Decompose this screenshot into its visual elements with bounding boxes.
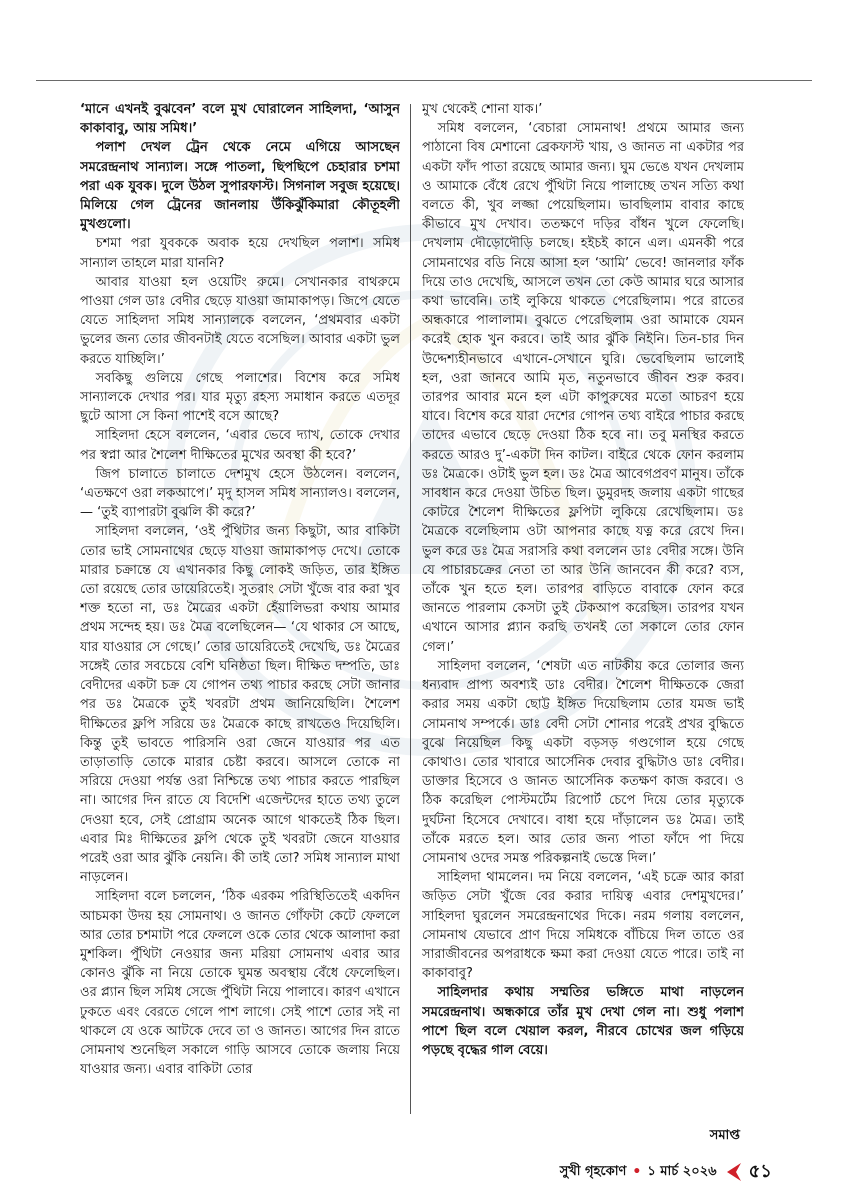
paragraph: সাহিলদার কথায় সম্মতির ভঙ্গিতে মাথা নাড়লেন সমরেন্দ্রনাথ। অন্ধকারে তাঁর মুখ দেখা গেল না। শুধু পলাশ পাশে ছিল বলে খেয়াল করল, নীরবে চোখের জল গড়িয়ে পড়ছে বৃদ্ধের গাল বেয়ে। [422, 985, 744, 1058]
paragraph: মুখ থেকেই শোনা যাক।’ [422, 102, 543, 117]
paragraph: সাহিলদা বলে চললেন, ‘ঠিক এরকম পরিস্থিতিতেই একদিন আচমকা উদয় হয় সোমনাথ। ও জানত গোঁফটা কেটে ফেললে আর তোর চশমাটা পরে ফেললে ওকে তোর থেকে আলাদা করা মুশকিল। পুঁথিটা নেওয়ার জন্য মরিয়া সোমনাথ এবার আর কোনও ঝুঁকি না নিয়ে তোকে ঘুমন্ত অবস্থায় বেঁধে ফেলেছিল। ওর প্ল্যান ছিল সমিধ সেজে পুঁথিটা নিয়ে পালাবে। কারণ এখানে ঢুকতে এবং বেরতে গেলে পাশ লাগে। সেই পাশে তোর সই না থাকলে যে ওকে আটকে দেবে তা ও জানত। আগের দিন রাতে সোমনাথ শুনেছিল সকালে গাড়ি আসবে তোকে জলায় নিয়ে যাওয়ার জন্য। এবার বাকিটা তোর [80, 889, 400, 1078]
paragraph: সমিধ বললেন, ‘বেচারা সোমনাথ! প্রথমে আমার জন্য পাঠানো বিষ মেশানো ব্রেকফাস্ট খায়, ও জানত না একটার পর একটা ফাঁদ পাতা রয়েছে আমার জন্য। ঘুম ভেঙে যখন দেখলাম ও আমাকে বেঁধে রেখে পুঁথিটা নিয়ে পালাচ্ছে তখন সত্যি কথা বলতে কী, খুব লজ্জা পেয়েছিলাম। ভাবছিলাম বাবার কাছে কীভাবে মুখ দেখাব। ততক্ষণে দড়ির বাঁধন খুলে ফেলেছি। দেখলাম দৌড়োদৌড়ি চলছে। হইচই কানে এল। এমনকী পরে সোমনাথের বডি নিয়ে আসা হল ‘আমি’ ভেবে! জানলার ফাঁক দিয়ে তাও দেখেছি, আসলে তখন তো কেউ আমার ঘরে আসার কথা ভাবেনি। তাই লুকিয়ে থাকতে পেরেছিলাম। পরে রাতের অন্ধকারে পালালাম। বুঝতে পেরেছিলাম ওরা আমাকে যেমন করেই হোক খুন করবে। তাই আর ঝুঁকি নিইনি। তিন-চার দিন উদ্দেশ্যহীনভাবে এখানে-সেখানে ঘুরি। ভেবেছিলাম ভালোই হল, ওরা জানবে আমি মৃত, নতুনভাবে জীবন শুরু করব। তারপর আবার মনে হল এটা কাপুরুষের মতো আচরণ হয়ে যাবে। বিশেষ করে যারা দেশের গোপন তথ্য বাইরে পাচার করছে তাদের এভাবে ছেড়ে দেওয়া ঠিক হবে না। তবু মনস্থির করতে করতে আরও দু’-একটা দিন কাটল। বাইরে থেকে ফোন করলাম ডঃ মৈত্রকে। ওটাই ভুল হল। ডঃ মৈত্র আবেগপ্রবণ মানুষ। তাঁকে সাবধান করে দেওয়া উচিত ছিল। ডুমুরদহ জলায় একটা গাছের কোটরে শৈলেশ দীক্ষিতের ফ্লপিটা লুকিয়ে রেখেছিলাম। ডঃ মৈত্রকে বলেছিলাম ওটা আপনার কাছে যত্ন করে রেখে দিন। ভুল করে ডঃ মৈত্র সরাসরি কথা বললেন ডাঃ বেদীর সঙ্গে। উনি যে পাচারচক্রের নেতা তা আর উনি জানবেন কী করে? ব্যস, তাঁকে খুন হতে হল। তারপর বাড়িতে বাবাকে ফোন করে জানতে পারলাম কেসটা তুই টেকআপ করেছিস। তারপর যখন এখানে আসার প্ল্যান করছি তখনই তো সকালে তোর ফোন গেল।’ [422, 121, 744, 655]
column-divider [410, 104, 411, 1114]
paragraph: সাহিলদা বললেন, ‘শেষটা এত নাটকীয় করে তোলার জন্য ধন্যবাদ প্রাপ্য অবশ্যই ডাঃ বেদীর। শৈলেশ দীক্ষিতকে জেরা করার সময় একটা ছোট্ট ইঙ্গিত দিয়েছিলাম তোর যমজ ভাই সোমনাথ সম্পর্কে। ডাঃ বেদী সেটা শোনার পরেই প্রখর বুদ্ধিতে বুঝে নিয়েছিল কিছু একটা বড়সড় গণ্ডগোল হয়ে গেছে কোথাও। তোর খাবারে আর্সেনিক দেবার বুদ্ধিটাও ডাঃ বেদীর। ডাক্তার হিসেবে ও জানত আর্সেনিক কতক্ষণ কাজ করবে। ও ঠিক করেছিল পোস্টমর্টেম রিপোর্ট চেপে দিয়ে তোর মৃত্যুকে দুর্ঘটনা হিসেবে দেখাবে। বাধা হয়ে দাঁড়ালেন ডঃ মৈত্র। তাই তাঁকে মরতে হল। আর তোর জন্য পাতা ফাঁদে পা দিয়ে সোমনাথ ওদের সমস্ত পরিকল্পনাই ভেস্তে দিল।’ [422, 658, 744, 866]
issue-date: ১ মার্চ ২০২৬ [647, 1163, 717, 1179]
page-number: ৫১ [748, 1160, 772, 1182]
end-mark: সমাপ্ত [709, 1128, 740, 1143]
page-footer [560, 1158, 772, 1186]
article-column-left [80, 100, 400, 1145]
paragraph: চশমা পরা যুবককে অবাক হয়ে দেখছিল পলাশ। সমিধ সান্যাল তাহলে মারা যাননি? [80, 236, 400, 271]
top-rule [36, 80, 812, 81]
magazine-name: সুখী গৃহকোণ [559, 1163, 627, 1179]
article-column-right [422, 100, 744, 1145]
paragraph: জিপ চালাতে চালাতে দেশমুখ হেসে উঠলেন। বললেন, ‘এতক্ষণে ওরা লকআপে।’ মৃদু হাসল সমিধ সান্যালও। বললেন,— ‘তুই ব্যাপারটা বুঝলি কী করে?’ [80, 466, 400, 521]
paragraph: পলাশ দেখল ট্রেন থেকে নেমে এগিয়ে আসছেন সমরেন্দ্রনাথ সান্যাল। সঙ্গে পাতলা, ছিপছিপে চেহারার চশমা পরা এক যুবক। দুলে উঠল সুপারফাস্ট। সিগনাল সবুজ হয়েছে। মিলিয়ে গেল ট্রেনের জানলায় উঁকিঝুঁকিমারা কৌতূহলী মুখগুলো। [80, 140, 400, 233]
paragraph: সাহিলদা থামলেন। দম নিয়ে বললেন, ‘এই চক্রে আর কারা জড়িত সেটা খুঁজে বের করার দায়িত্ব এবার দেশমুখদের।’ সাহিলদা ঘুরলেন সমরেন্দ্রনাথের দিকে। নরম গলায় বললেন, সোমনাথ যেভাবে প্রাণ দিয়ে সমিধকে বাঁচিয়ে দিল তাতে ওর সারাজীবনের অপরাধকে ক্ষমা করা দেওয়া যেতে পারে। তাই না কাকাবাবু? [422, 870, 744, 982]
paragraph: সাহিলদা বললেন, ‘ওই পুঁথিটার জন্য কিছুটা, আর বাকিটা তোর ভাই সোমনাথের ছেড়ে যাওয়া জামাকাপড় দেখে। তোকে মারার চক্রান্তে যে এখানকার কিছু লোকই জড়িত, তার ইঙ্গিত তো রয়েছে তোর ডায়েরিতেই। সুতরাং সেটা খুঁজে বার করা খুব শক্ত হতো না, ডঃ মৈত্রের একটা হেঁয়ালিভরা কথায় আমার প্রথম সন্দেহ হয়। ডঃ মৈত্র বলেছিলেন— ‘যে থাকার সে আছে, যার যাওয়ার সে গেছে।’ তোর ডায়েরিতেই দেখেছি, ডঃ মৈত্রের সঙ্গেই তোর সবচেয়ে বেশি ঘনিষ্ঠতা ছিল। দীক্ষিত দম্পতি, ডাঃ বেদীদের একটা চক্র যে গোপন তথ্য পাচার করছে সেটা জানার পর ডঃ মৈত্রকে তুই খবরটা প্রথম জানিয়েছিলি। শৈলেশ দীক্ষিতের ফ্লপি সরিয়ে ডঃ মৈত্রকে কাছে রাখতেও দিয়েছিলি। কিন্তু তুই ভাবতে পারিসনি ওরা জেনে যাওয়ার পর এত তাড়াতাড়ি তোকে মারার চেষ্টা করবে। আসলে তোকে না সরিয়ে দেওয়া পর্যন্ত ওরা নিশ্চিন্তে তথ্য পাচার করতে পারছিল না। আগের দিন রাতে যে বিদেশি এজেন্টদের হাতে তথ্য তুলে দেওয়া হবে, সেই প্রোগ্রাম অনেক আগে থাকতেই ঠিক ছিল। এবার মিঃ দীক্ষিতের ফ্লপি থেকে তুই খবরটা জেনে যাওয়ার পরেই ওরা আর ঝুঁকি নেয়নি। কী তাই তো? সমিধ সান্যাল মাথা নাড়লেন। [80, 524, 400, 886]
paragraph: আবার যাওয়া হল ওয়েটিং রুমে। সেখানকার বাথরুমে পাওয়া গেল ডাঃ বেদীর ছেড়ে যাওয়া জামাকাপড়। জিপে যেতে যেতে সাহিলদা সমিধ সান্যালকে বললেন, ‘প্রথমবার একটা ভুলের জন্য তোর জীবনটাই যেতে বসেছিল। আবার একটা ভুল করতে যাচ্ছিলি।’ [80, 274, 400, 367]
paragraph: সাহিলদা হেসে বললেন, ‘এবার ভেবে দ্যাখ, তোকে দেখার পর স্বপ্না আর শৈলেশ দীক্ষিতের মুখের অবস্থা কী হবে?’ [80, 428, 400, 463]
footer-separator: • [632, 1164, 642, 1180]
paragraph: ‘মানে এখনই বুঝবেন’ বলে মুখ ঘোরালেন সাহিলদা, ‘আসুন কাকাবাবু, আয় সমিধ।’ [80, 102, 400, 137]
paragraph: সবকিছু গুলিয়ে গেছে পলাশের। বিশেষ করে সমিধ সান্যালকে দেখার পর। যার মৃত্যু রহস্য সমাধান করতে এতদূর ছুটে আসা সে কিনা পাশেই বসে আছে? [80, 370, 400, 425]
chevron-left-icon [723, 1161, 743, 1183]
